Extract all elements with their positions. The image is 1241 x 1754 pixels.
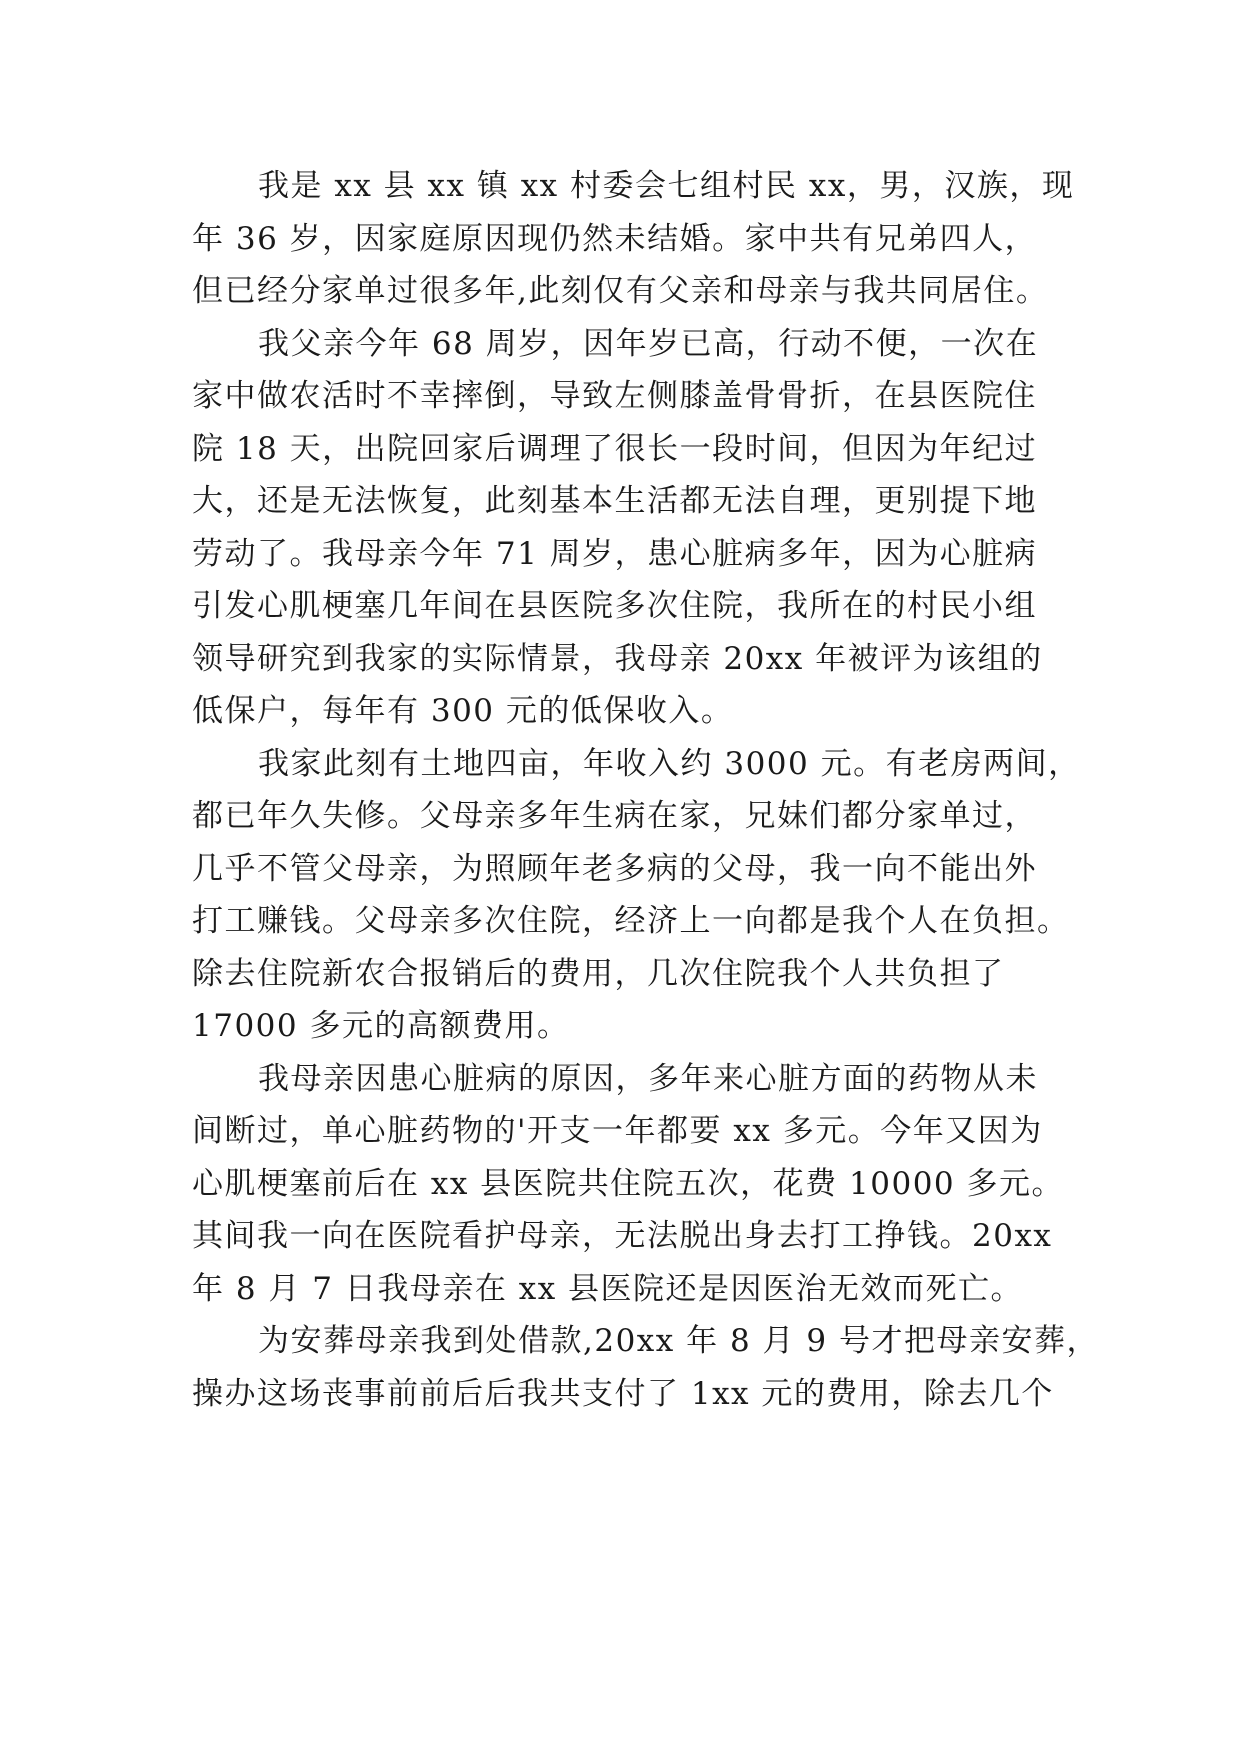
text-line: 大，还是无法恢复，此刻基本生活都无法自理，更别提下地 — [192, 483, 1037, 519]
document-body — [192, 160, 1099, 1420]
paragraph-4 — [192, 1053, 1092, 1316]
text-line: 除去住院新农合报销后的费用，几次住院我个人共负担了 — [192, 955, 1005, 992]
text-line: 心肌梗塞前后在 xx 县医院共住院五次，花费 10000 多元。 — [192, 1165, 1064, 1202]
text-line: 劳动了。我母亲今年 71 周岁，患心脏病多年，因为心脏病 — [192, 535, 1038, 572]
paragraph-1 — [192, 160, 1092, 318]
text-line: 引发心肌梗塞几年间在县医院多次住院，我所在的村民小组 — [192, 588, 1037, 624]
text-line: 我是 xx 县 xx 镇 xx 村委会七组村民 xx，男，汉族，现 — [258, 168, 1075, 204]
text-line: 领导研究到我家的实际情景，我母亲 20xx 年被评为该组的 — [192, 640, 1043, 677]
paragraph-2 — [192, 318, 1092, 738]
text-line: 其间我一向在医院看护母亲，无法脱出身去打工挣钱。20xx — [192, 1218, 1053, 1254]
text-line: 我母亲因患心脏病的原因，多年来心脏方面的药物从未 — [258, 1060, 1038, 1097]
text-line: 院 18 天，出院回家后调理了很长一段时间，但因为年纪过 — [192, 430, 1038, 467]
text-line: 间断过，单心脏药物的'开支一年都要 xx 多元。今年又因为 — [192, 1113, 1043, 1149]
text-line: 年 8 月 7 日我母亲在 xx 县医院还是因医治无效而死亡。 — [192, 1270, 1024, 1307]
paragraph-3 — [192, 738, 1092, 1053]
text-line: 操办这场丧事前前后后我共支付了 1xx 元的费用，除去几个 — [192, 1375, 1054, 1412]
text-line: 打工赚钱。父母亲多次住院，经济上一向都是我个人在负担。 — [192, 903, 1070, 939]
text-line: 为安葬母亲我到处借款,20xx 年 8 月 9 号才把母亲安葬， — [258, 1323, 1099, 1359]
text-line: 我父亲今年 68 周岁，因年岁已高，行动不便，一次在 — [258, 325, 1039, 362]
text-line: 17000 多元的高额费用。 — [192, 1008, 570, 1044]
text-line: 几乎不管父母亲，为照顾年老多病的父母，我一向不能出外 — [192, 850, 1037, 887]
paragraph-5 — [192, 1315, 1099, 1420]
text-line: 家中做农活时不幸摔倒，导致左侧膝盖骨骨折，在县医院住 — [192, 378, 1037, 414]
text-line: 但已经分家单过很多年,此刻仅有父亲和母亲与我共同居住。 — [192, 273, 1049, 309]
text-line: 我家此刻有土地四亩，年收入约 3000 元。有老房两间， — [258, 745, 1081, 782]
text-line: 低保户，每年有 300 元的低保收入。 — [192, 693, 734, 729]
text-line: 都已年久失修。父母亲多年生病在家，兄妹们都分家单过， — [192, 798, 1037, 834]
text-line: 年 36 岁，因家庭原因现仍然未结婚。家中共有兄弟四人， — [192, 220, 1038, 257]
